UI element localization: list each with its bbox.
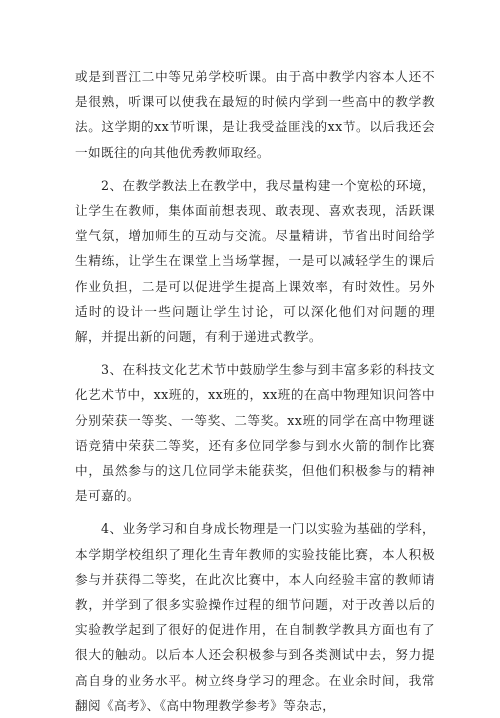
paragraph-2: 2、在教学教法上在教学中，我尽量构建一个宽松的环境，让学生在教师，集体面前想表现、敢表现、喜欢表现，活跃课堂气氛，增加师生的互动与交流。尽量精讲，节省出时间给学生精练，让学生在课堂上当场掌握，一是可以减轻学生的课后作业负担，二是可以促进学生提高上课效率，有时效性。另外适时的设计一些问题让学生讨论，可以深化他们对问题的理解，并提出新的问题，有利于递进式教学。 [75,177,435,345]
paragraph-4: 4、业务学习和自身成长物理是一门以实验为基础的学科，本学期学校组织了理化生青年教师的实验技能比赛，本人积极参与并获得二等奖，在此次比赛中，本人向经验丰富的教师请教，并学到了很多实验操作过程的细节问题，对于改善以后的实验教学起到了很好的促进作用，在自制教学教具方面也有了很大的触动。以后本人还会积极参与到各类测试中去，努力提高自身的业务水平。树立终身学习的理念。在业余时间，我常翻阅《高考》、《高中物理教学参考》等杂志， [75,521,435,713]
paragraph-3: 3、在科技文化艺术节中鼓励学生参与到丰富多彩的科技文化艺术节中，xx班的，xx班的，xx班的在高中物理知识问答中分别荣获一等奖、一等奖、二等奖。xx班的同学在高中物理谜语竞猜中荣获二等奖，还有多位同学参与到水火箭的制作比赛中，虽然参与的这几位同学未能获奖，但他们积极参与的精神是可嘉的。 [75,362,435,504]
paragraph-1: 或是到晋江二中等兄弟学校听课。由于高中教学内容本人还不是很熟，听课可以使我在最短的时候内学到一些高中的教学教法。这学期的xx节听课，是让我受益匪浅的xx节。以后我还会一如既往的向其他优秀教师取经。 [75,69,435,160]
document-body [75,64,435,718]
